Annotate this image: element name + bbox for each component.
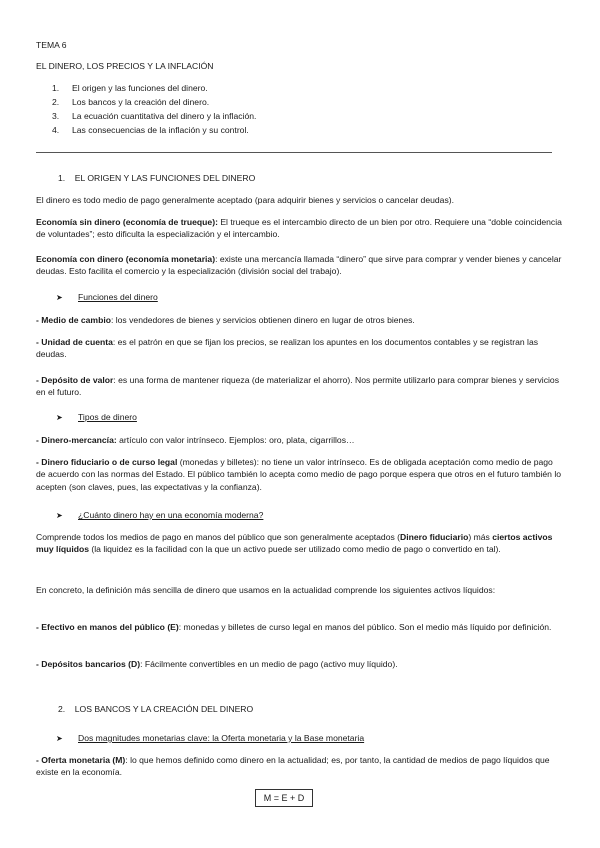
oferta-monetaria-item: - Oferta monetaria (M): lo que hemos definido como dinero en la actualidad; es, por tanto, la cantidad de medios de pago líquidos que existe en la economía. <box>36 755 550 778</box>
divider-line <box>36 152 552 153</box>
toc-item: 4. Las consecuencias de la inflación y su control. <box>52 125 249 135</box>
monetaria-paragraph: Economía con dinero (economía monetaria): existe una mercancía llamada “dinero” que sirve para comprar y vender bienes y cancelar deudas. Esto facilita el comercio y la especialización (división social del trabajo). <box>36 254 562 277</box>
unidad-de-cuenta-item: - Unidad de cuenta: es el patrón en que se fijan los precios, se realizan los apuntes en los documentos contables y se registran las deudas. <box>36 337 539 360</box>
tipos-heading: ➤ Tipos de dinero <box>56 412 137 422</box>
definition-paragraph: El dinero es todo medio de pago generalmente aceptado (para adquirir bienes y servicios o cancelar deudas). <box>36 195 455 205</box>
formula-box: M = E + D <box>255 789 313 807</box>
document-title: EL DINERO, LOS PRECIOS Y LA INFLACIÓN <box>36 61 214 71</box>
table-of-contents <box>52 82 532 138</box>
arrow-bullet-icon: ➤ <box>56 511 63 520</box>
tema-label: TEMA 6 <box>36 40 67 50</box>
toc-item: 2. Los bancos y la creación del dinero. <box>52 97 210 107</box>
arrow-bullet-icon: ➤ <box>56 734 63 743</box>
medio-de-cambio-item: - Medio de cambio: los vendedores de bienes y servicios obtienen dinero en lugar de otros bienes. <box>36 315 415 325</box>
toc-item: 3. La ecuación cuantitativa del dinero y la inflación. <box>52 111 257 121</box>
definicion-concreta-paragraph: En concreto, la definición más sencilla de dinero que usamos en la actualidad comprende los siguientes activos líquidos: <box>36 585 496 595</box>
trueque-paragraph: Economía sin dinero (economía de trueque): El trueque es el intercambio directo de un bien por otro. Requiere una “doble coincidencia de voluntades”; esto dificulta la especialización y el intercambio. <box>36 217 562 240</box>
arrow-bullet-icon: ➤ <box>56 413 63 422</box>
dinero-mercancia-item: - Dinero-mercancía: artículo con valor intrínseco. Ejemplos: oro, plata, cigarrillos… <box>36 435 355 445</box>
magnitudes-heading: ➤ Dos magnitudes monetarias clave: la Oferta monetaria y la Base monetaria <box>56 733 365 743</box>
dinero-fiduciario-item: - Dinero fiduciario o de curso legal (monedas y billetes): no tiene un valor intrínseco. Es de obligada aceptación como medio de pago de acuerdo con las normas del Estado. El público también lo acepta como medio de pago porque espera que otros en el futuro también lo acepten (son claves, pues, las expectativas y la confianza). <box>36 457 562 492</box>
toc-item: 1. El origen y las funciones del dinero. <box>52 83 208 93</box>
depositos-item: - Depósitos bancarios (D): Fácilmente convertibles en un medio de pago (activo muy líquido). <box>36 659 398 669</box>
funciones-heading: ➤ Funciones del dinero <box>56 292 158 302</box>
section-heading-1: 1. EL ORIGEN Y LAS FUNCIONES DEL DINERO <box>58 173 256 183</box>
section-heading-2: 2. LOS BANCOS Y LA CREACIÓN DEL DINERO <box>58 704 254 714</box>
medios-de-pago-paragraph: Comprende todos los medios de pago en manos del público que son generalmente aceptados (Dinero fiduciario) más ciertos activos muy líquidos (la liquidez es la facilidad con la que un activo puede ser utilizado como medio de pago o convertido en tal). <box>36 532 553 555</box>
cuanto-dinero-heading: ➤ ¿Cuánto dinero hay en una economía moderna? <box>56 510 264 520</box>
efectivo-item: - Efectivo en manos del público (E): monedas y billetes de curso legal en manos del público. Son el medio más líquido por definición. <box>36 622 552 632</box>
arrow-bullet-icon: ➤ <box>56 293 63 302</box>
deposito-de-valor-item: - Depósito de valor: es una forma de mantener riqueza (de materializar el ahorro). Nos permite utilizarlo para comprar bienes y servicios en el futuro. <box>36 375 559 398</box>
